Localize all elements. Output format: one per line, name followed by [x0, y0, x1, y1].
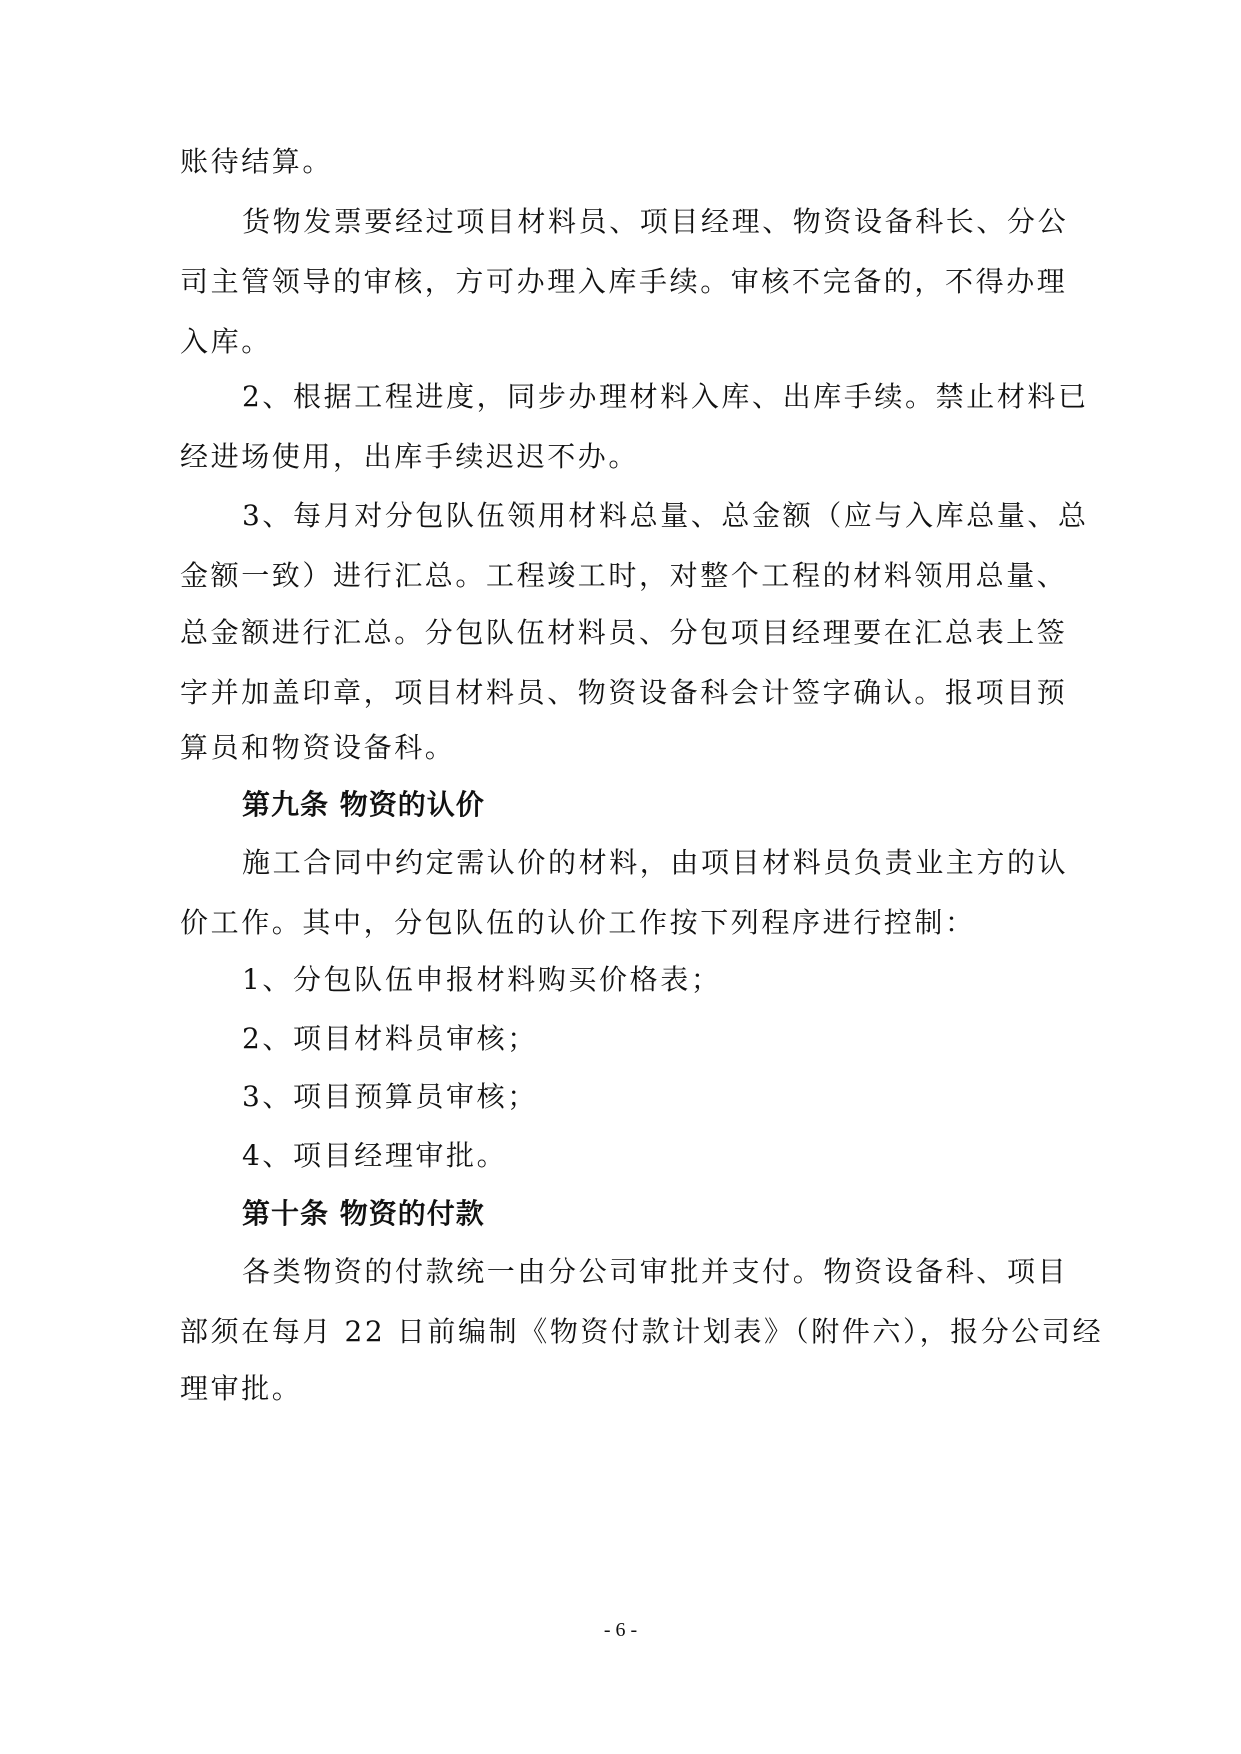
section-heading-article-9: 第九条 物资的认价	[242, 788, 485, 821]
list-item: 3、项目预算员审核；	[242, 1080, 538, 1113]
paragraph-line: 各类物资的付款统一由分公司审批并支付。物资设备科、项目	[242, 1255, 1069, 1288]
section-heading-article-10: 第十条 物资的付款	[242, 1197, 485, 1230]
page-number: - 6 -	[603, 1619, 638, 1641]
list-item: 2、项目材料员审核；	[242, 1022, 538, 1055]
paragraph-line: 价工作。其中，分包队伍的认价工作按下列程序进行控制：	[180, 906, 976, 939]
paragraph-line: 施工合同中约定需认价的材料，由项目材料员负责业主方的认	[242, 846, 1069, 879]
paragraph-line: 理审批。	[180, 1372, 303, 1405]
paragraph-line: 3、每月对分包队伍领用材料总量、总金额（应与入库总量、总	[242, 499, 1089, 532]
paragraph-line: 经进场使用，出库手续迟迟不办。	[180, 440, 640, 473]
paragraph-line: 司主管领导的审核，方可办理入库手续。审核不完备的，不得办理	[180, 265, 1068, 298]
paragraph-line: 账待结算。	[180, 145, 334, 178]
paragraph-line: 货物发票要经过项目材料员、项目经理、物资设备科长、分公	[242, 205, 1069, 238]
paragraph-line: 金额一致）进行汇总。工程竣工时，对整个工程的材料领用总量、	[180, 559, 1068, 592]
paragraph-line: 总金额进行汇总。分包队伍材料员、分包项目经理要在汇总表上签	[180, 616, 1068, 649]
paragraph-line: 部须在每月 22 日前编制《物资付款计划表》（附件六），报分公司经	[180, 1315, 1104, 1348]
list-item: 4、项目经理审批。	[242, 1139, 508, 1172]
list-item: 1、分包队伍申报材料购买价格表；	[242, 963, 722, 996]
paragraph-line: 入库。	[180, 325, 272, 358]
paragraph-line: 算员和物资设备科。	[180, 731, 456, 764]
paragraph-line: 2、根据工程进度，同步办理材料入库、出库手续。禁止材料已	[242, 380, 1089, 413]
paragraph-line: 字并加盖印章，项目材料员、物资设备科会计签字确认。报项目预	[180, 676, 1068, 709]
